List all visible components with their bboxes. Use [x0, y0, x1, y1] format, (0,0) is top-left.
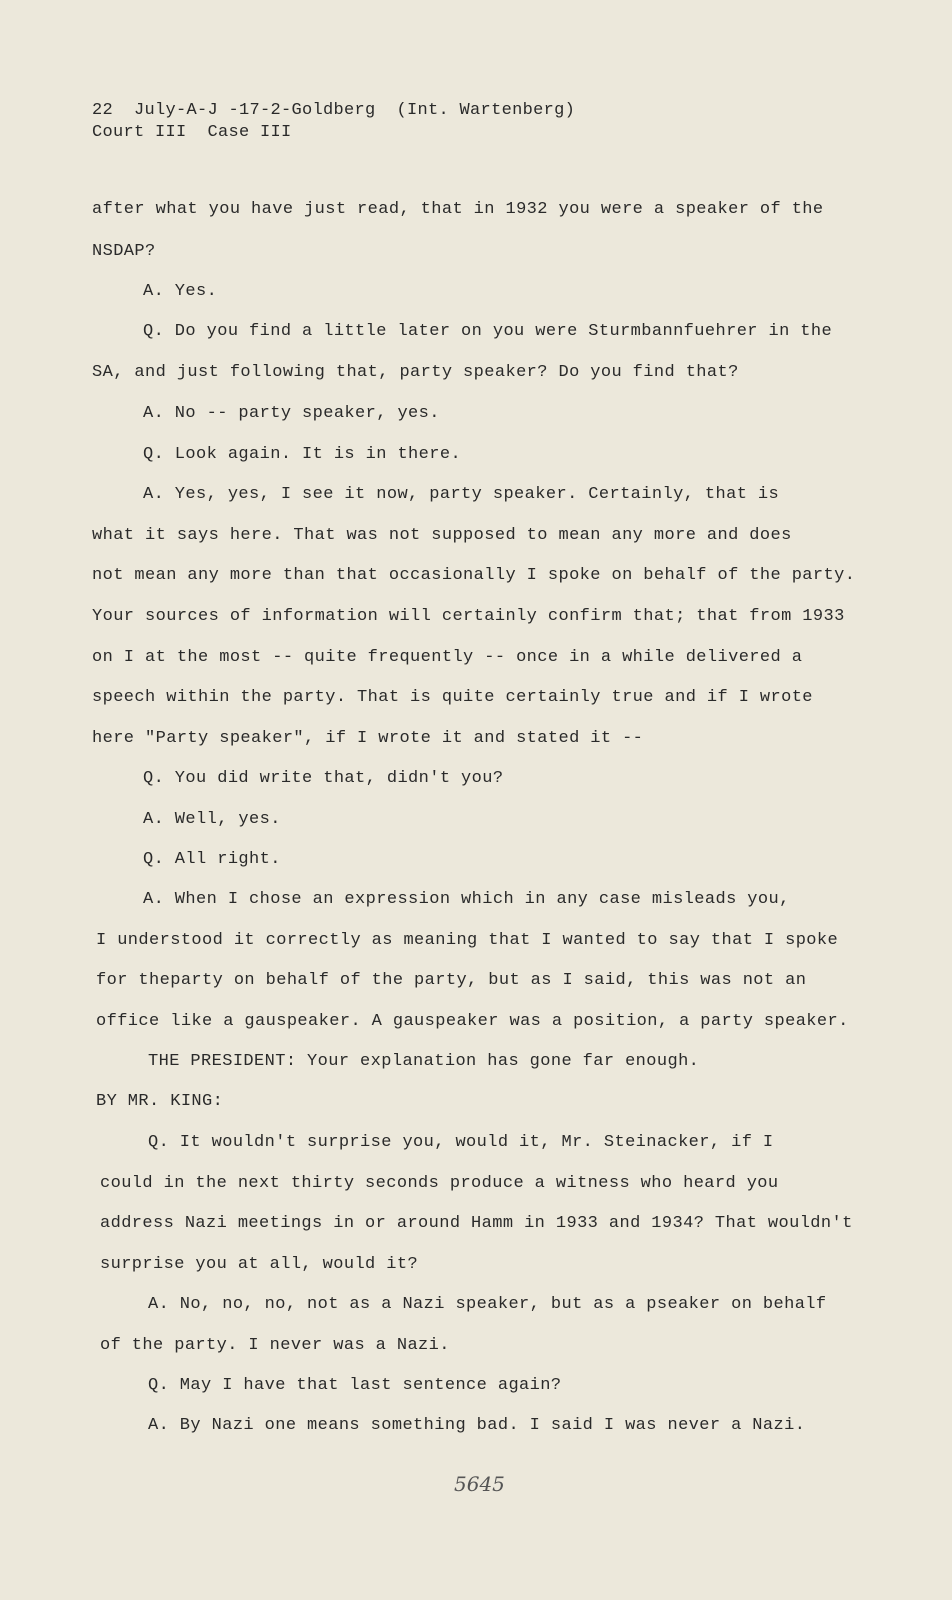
- text-line: A. Yes, yes, I see it now, party speaker. Certainly, that is: [143, 485, 780, 504]
- text-line: Q. Do you find a little later on you were Sturmbannfuehrer in the: [143, 322, 833, 341]
- text-line: Q. All right.: [143, 850, 281, 869]
- text-line: for theparty on behalf of the party, but as I said, this was not an: [96, 971, 807, 990]
- text-line: could in the next thirty seconds produce a witness who heard you: [100, 1174, 779, 1193]
- header-line-2: Court III Case III: [92, 123, 292, 142]
- text-line: A. No -- party speaker, yes.: [143, 404, 440, 423]
- text-line: address Nazi meetings in or around Hamm in 1933 and 1934? That wouldn't: [100, 1214, 853, 1233]
- text-line: BY MR. KING:: [96, 1092, 224, 1111]
- text-line: Your sources of information will certainly confirm that; that from 1933: [92, 607, 845, 626]
- text-line: A. When I chose an expression which in any case misleads you,: [143, 890, 790, 909]
- text-line: office like a gauspeaker. A gauspeaker was a position, a party speaker.: [96, 1012, 849, 1031]
- text-line: A. No, no, no, not as a Nazi speaker, but as a pseaker on behalf: [148, 1295, 827, 1314]
- text-line: I understood it correctly as meaning that I wanted to say that I spoke: [96, 931, 839, 950]
- text-line: A. Yes.: [143, 282, 218, 301]
- text-line: after what you have just read, that in 1932 you were a speaker of the: [92, 200, 824, 219]
- header-line-1: 22 July-A-J -17-2-Goldberg (Int. Wartenberg): [92, 101, 576, 120]
- text-line: surprise you at all, would it?: [100, 1255, 419, 1274]
- document-header: [92, 100, 575, 144]
- text-line: Q. You did write that, didn't you?: [143, 769, 504, 788]
- text-line: A. By Nazi one means something bad. I said I was never a Nazi.: [148, 1416, 806, 1435]
- text-line: A. Well, yes.: [143, 810, 281, 829]
- text-line: Q. Look again. It is in there.: [143, 445, 462, 464]
- text-line: speech within the party. That is quite certainly true and if I wrote: [92, 688, 813, 707]
- text-line: Q. May I have that last sentence again?: [148, 1376, 562, 1395]
- text-line: not mean any more than that occasionally I spoke on behalf of the party.: [92, 566, 856, 585]
- text-line: on I at the most -- quite frequently -- once in a while delivered a: [92, 648, 803, 667]
- text-line: of the party. I never was a Nazi.: [100, 1336, 450, 1355]
- text-line: Q. It wouldn't surprise you, would it, Mr. Steinacker, if I: [148, 1133, 774, 1152]
- text-line: here "Party speaker", if I wrote it and stated it --: [92, 729, 644, 748]
- text-line: NSDAP?: [92, 242, 156, 261]
- page-number: 5645: [454, 1472, 505, 1496]
- text-line: SA, and just following that, party speaker? Do you find that?: [92, 363, 739, 382]
- text-line: what it says here. That was not supposed to mean any more and does: [92, 526, 792, 545]
- text-line: THE PRESIDENT: Your explanation has gone far enough.: [148, 1052, 700, 1071]
